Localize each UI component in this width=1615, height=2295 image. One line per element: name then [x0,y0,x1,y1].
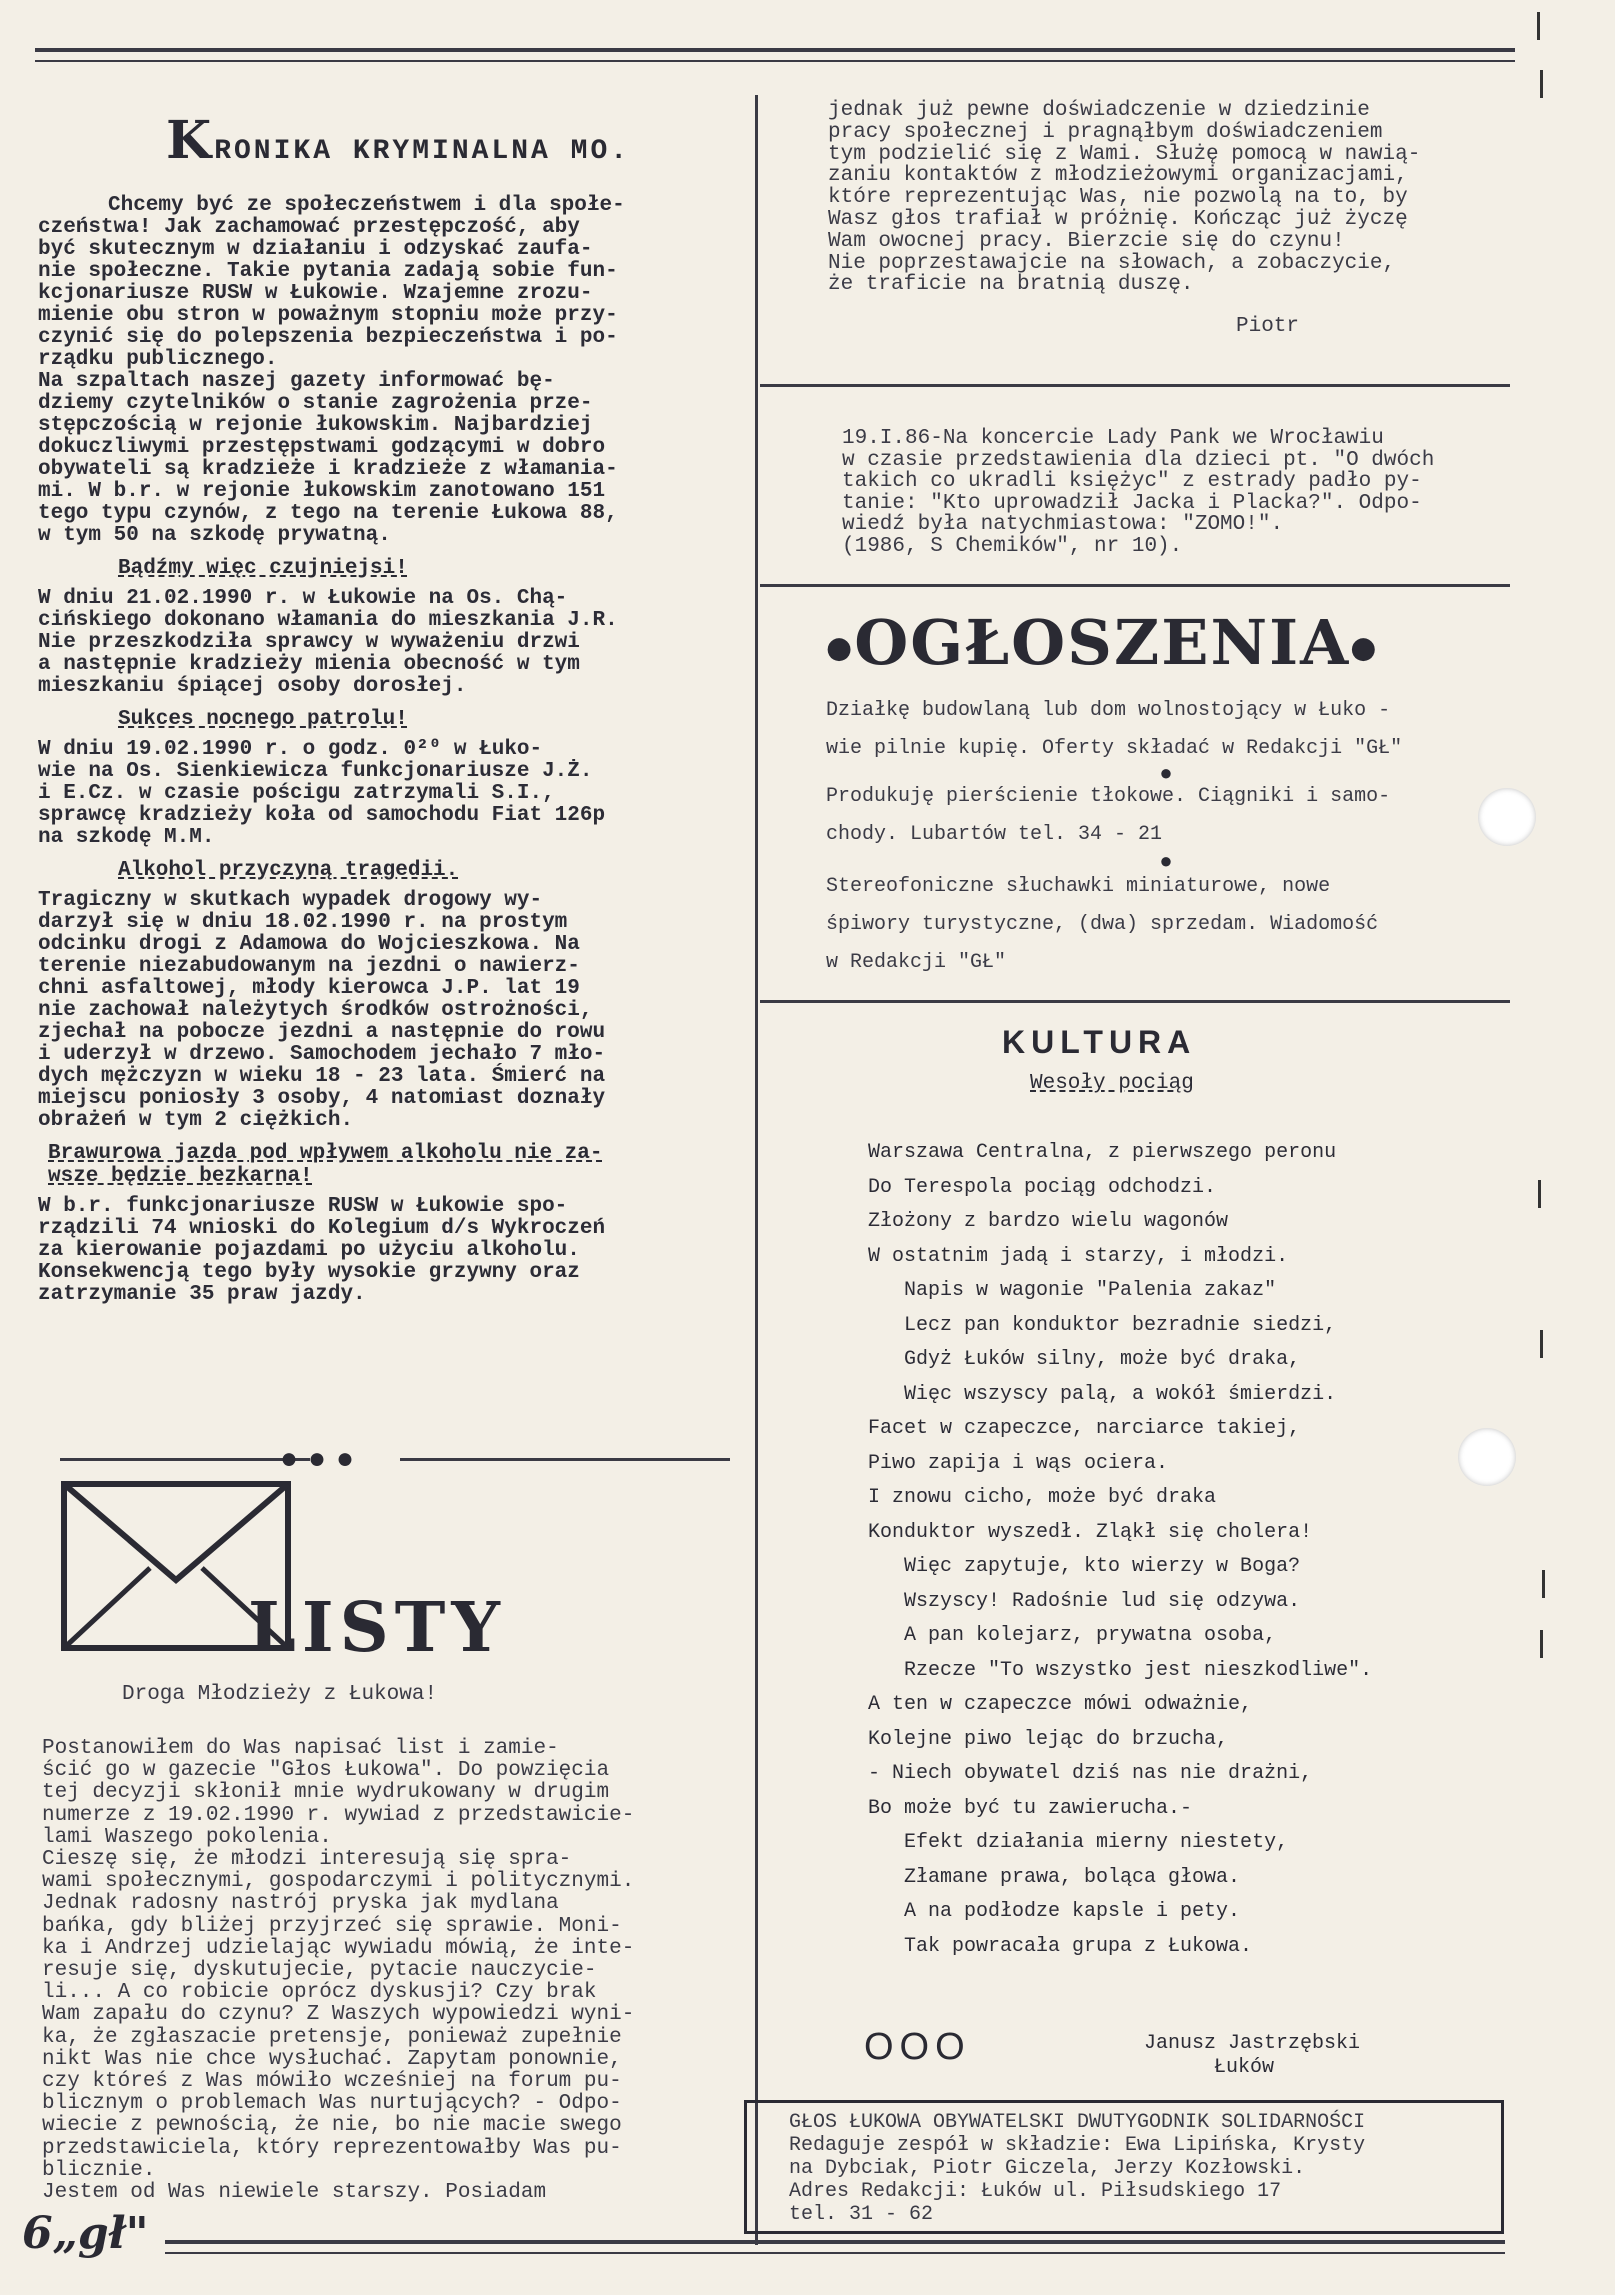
margin-tick [1540,1330,1543,1358]
page-number: 6„gł" [22,2208,149,2259]
poem-line: Do Terespola pociąg odchodzi. [868,1175,1217,1199]
section-heading: Alkohol przyczyną tragedii. [118,859,459,882]
bottom-rule-2 [165,2252,1505,2254]
poem-line: Lecz pan konduktor bezradnie siedzi, [868,1313,1337,1337]
kronika-title [166,110,748,171]
margin-tick [1537,12,1540,40]
left-divider [60,1458,310,1461]
masthead-text: GŁOS ŁUKOWA OBYWATELSKI DWUTYGODNIK SOLIDARNOŚCI Redaguje zespół w składzie: Ewa Lipińska, Krysty na Dybciak, Piotr Giczela, Jerzy Kozłowski. Adres Redakcji: Łuków ul. Piłsudskiego 17 tel. 31 - 62 [789,2111,1366,2226]
margin-tick [1538,1180,1541,1208]
right-divider-1 [760,384,1510,387]
poem-line: W ostatnim jadą i starzy, i młodzi. [868,1244,1289,1268]
kronika-title-initial: K [166,110,215,171]
poem-line: - Niech obywatel dziś nas nie drażni, [868,1762,1313,1785]
poem-line: Efekt działania mierny niestety, [868,1831,1289,1854]
dots-ornament: ●●● [280,1444,365,1478]
listy-title: LISTY [248,1588,506,1668]
poem-line: Złożony z bardzo wielu wagonów [868,1210,1229,1233]
poem-line: Tak powracała grupa z Łukowa. [868,1934,1253,1958]
listy-continuation: jednak już pewne doświadczenie w dziedzinie pracy społecznej i pragnąłbym doświadczeniem tym podzielić się z Wami. Służę pomocą w nawią- zaniu kontaktów z młodzieżowymi organizacjami, które reprezentując Was, nie pozwolą na to, by Wasz głos trafiał w próżnię. Kończąc już życzę Wam owocnej pracy. Bierzcie się do czynu! Nie poprzestawajcie na słowach, a zobaczycie, że traficie na bratnią duszę. [828,99,1421,297]
ads-list [826,692,1506,982]
bottom-rule [165,2240,1505,2244]
poem-ornament: OOO [864,2026,971,2068]
ad-item: Produkuję pierścienie tłokowe. Ciągniki i samo- chody. Lubartów tel. 34 - 21 [826,785,1391,846]
section-text: W b.r. funkcjonariusze RUSW w Łukowie spo- rządzili 74 wnioski do Kolegium d/s Wykroczeń za kierowanie pojazdami po użyciu alkoholu. Konsekwencją tego były wysokie grzywny oraz zatrzymanie 35 praw jazdy. [38,1195,606,1306]
poem-place: Łuków [1214,2056,1275,2079]
kultura-subtitle: Wesoły pociąg [1030,1072,1194,1095]
poem-line: A na podłodze kapsle i pety. [868,1900,1241,1923]
quote-text: 19.I.86-Na koncercie Lady Pank we Wrocławiu w czasie przedstawienia dla dzieci pt. "O dwóch takich co ukradli księżyc" z estrady padło py- tanie: "Kto uprowadził Jacka i Placka?". Odpo- wiedź była natychmiastowa: "ZOMO!". (1986, S Chemików", nr 10). [842,427,1435,558]
ad-separator-dot: ● [1159,850,1173,875]
right-divider-3 [760,1000,1510,1003]
kronika-section [38,110,748,1306]
kultura-title: KULTURA [1002,1024,1197,1060]
ogloszenia-title: OGŁOSZENIA [854,606,1351,679]
section-text: Tragiczny w skutkach wypadek drogowy wy- darzył się w dniu 18.02.1990 r. na prostym odcinku drogi z Adamowa do Wojcieszkowa. Na terenie niezabudowanym na jezdni o nawierz- chni asfaltowej, młody kierowca J.P. lat 19 nie zachował należytych środków ostrożności, zjechał na pobocze jezdni a następnie do rowu i uderzył w drzewo. Samochodem jechało 7 mło- dych mężczyzn w wieku 18 - 23 lata. Śmierć na miejscu poniosły 3 osoby, 4 natomiast doznały obrażeń w tym 2 ciężkich. [38,889,606,1132]
poem-line: Kolejne piwo lejąc do brzucha, [868,1727,1229,1751]
margin-tick [1540,70,1543,98]
right-divider-2 [760,584,1510,587]
poem-line: Wszyscy! Radośnie lud się odzywa. [868,1589,1301,1613]
poem-line: Napis w wagonie "Palenia zakaz" [868,1279,1277,1302]
top-rule [35,48,1515,52]
listy-greeting: Droga Młodzieży z Łukowa! [122,1683,438,1706]
poem-line: Bo może być tu zawierucha.- [868,1796,1193,1820]
kronika-title-text: RONIKA KRYMINALNA MO. [214,136,631,167]
left-divider-b [400,1458,730,1461]
bullet-icon: ● [1350,630,1379,666]
poem-line: Gdyż Łuków silny, może być draka, [868,1348,1301,1371]
section-text: W dniu 21.02.1990 r. w Łukowie na Os. Chą- cińskiego dokonano włamania do mieszkania J.R. Nie przeszkodziła sprawcy w wyważeniu drzwi a następnie kradzieży mienia obecność w tym mieszkaniu śpiącej osoby dorosłej. [38,587,618,698]
margin-tick [1542,1570,1545,1598]
poem-line: A ten w czapeczce mówi odważnie, [868,1693,1253,1716]
poem-line: Warszawa Centralna, z pierwszego peronu [868,1141,1337,1164]
column-divider [755,95,758,2245]
margin-tick [1540,1630,1543,1658]
top-rule-2 [35,60,1515,62]
poem-line: Rzecze "To wszystko jest nieszkodliwe". [868,1658,1373,1682]
section-heading: Sukces nocnego patrolu! [118,708,408,731]
section-text: W dniu 19.02.1990 r. o godz. 0²⁰ w Łuko- wie na Os. Sienkiewicza funkcjonariusze J.Ż. i E.Cz. w czasie pościgu zatrzymali S.I., sprawcę kradzieży koła od samochodu Fiat 126p na szkodę M.M. [38,738,606,849]
bullet-icon: ● [826,630,855,666]
poem-line: I znowu cicho, może być draka [868,1486,1217,1509]
kronika-intro: Chcemy być ze społeczeństwem i dla społe- czeństwa! Jak zachamować przestępczość, aby być skutecznym w działaniu i odzyskać zaufa- nie społeczne. Takie pytania zadają sobie fun- kcjonariusze RUSW w Łukowie. Wzajemne zrozu- mienie obu stron w poważnym stopniu może przy- czynić się do polepszenia bezpieczeństwa i po- rządku publicznego. Na szpaltach naszej gazety informować bę- dziemy czytelników o stanie zagrożenia prze- stępczością w rejonie łukowskim. Najbardziej dokuczliwymi przestępstwami godzącymi w dobro obywateli są kradzieże i kradzieże z włamania- mi. W b.r. w rejonie łukowskim zanotowano 151 tego typu czynów, z tego na terenie Łukowa 88, w tym 50 na szkodę prywatną. [38,194,625,547]
ogloszenia-header [826,606,1378,679]
listy-signature: Piotr [1236,315,1300,338]
poem-line: Konduktor wyszedł. Zląkł się cholera! [868,1520,1313,1544]
poem-author: Janusz Jastrzębski [1144,2032,1361,2055]
section-heading: Bądźmy więc czujniejsi! [118,557,408,580]
poem [868,1136,1508,1964]
listy-text: Postanowiłem do Was napisać list i zamie- ścić go w gazecie "Głos Łukowa". Do powzięcia tej decyzji skłonił mnie wydrukowany w drugim numerze z 19.02.1990 r. wywiad z przedstawicie- lami Waszego pokolenia. Cieszę się, że młodzi interesują się spra- wami społecznymi, gospodarczymi i politycznymi. Jednak radosny nastrój pryska jak mydlana bańka, gdy bliżej przyjrzeć się sprawie. Moni- ka i Andrzej udzielając wywiadu mówią, że inte- resuje się, dyskutujecie, pytacie nauczycie- li... A co robicie oprócz dyskusji? Czy brak Wam zapału do czynu? Z Waszych wypowiedzi wyni- ka, że zgłaszacie pretensje, ponieważ zupełnie nikt Was nie chce wysłuchać. Zapytam ponownie, czy któreś z Was mówiło wcześniej na forum pu- blicznym o problemach Was nurtujących? - Odpo- wiecie z pewnością, że nie, bo nie macie swego przedstawiciela, który reprezentowałby Was pu- blicznie. Jestem od Was niewiele starszy. Posiadam [42,1737,635,2205]
poem-line: Facet w czapeczce, narciarce takiej, [868,1417,1301,1440]
ad-separator-dot: ● [1159,762,1173,787]
ad-item: Działkę budowlaną lub dom wolnostojący w Łuko - wie pilnie kupię. Oferty składać w Redakcji "GŁ" [826,699,1403,760]
ad-item: Stereofoniczne słuchawki miniaturowe, nowe śpiwory turystyczne, (dwa) sprzedam. Wiadomość w Redakcji "GŁ" [826,875,1379,974]
poem-line: Więc wszyscy palą, a wokół śmierdzi. [868,1382,1337,1406]
poem-line: A pan kolejarz, prywatna osoba, [868,1624,1277,1647]
section-heading: Brawurowa jazda pod wpływem alkoholu nie za- wsze będzie bezkarna! [48,1142,603,1188]
poem-line: Piwo zapija i wąs ociera. [868,1451,1169,1475]
poem-line: Złamane prawa, boląca głowa. [868,1865,1241,1889]
masthead-box [744,2100,1504,2234]
poem-line: Więc zapytuje, kto wierzy w Boga? [868,1555,1301,1578]
